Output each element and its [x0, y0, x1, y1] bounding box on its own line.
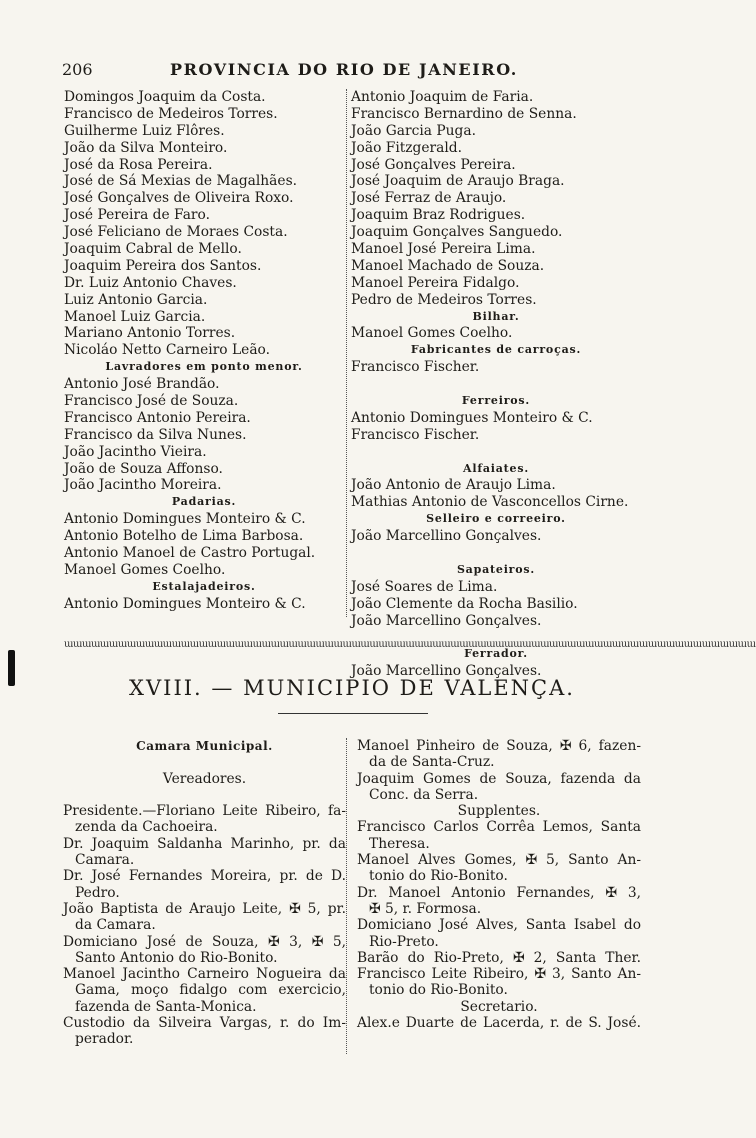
directory-entry: João de Souza Affonso. — [64, 460, 223, 477]
directory-entry: Antonio Domingues Monteiro & C. — [351, 409, 593, 426]
directory-entry: Antonio José Brandão. — [64, 376, 220, 393]
directory-entry: João Marcellino Gonçalves. — [351, 663, 542, 680]
trade-heading: Ferrador. — [464, 647, 528, 661]
running-title: PROVINCIA DO RIO DE JANEIRO. — [170, 60, 518, 79]
directory-entry: Nicoláo Netto Carneiro Leão. — [64, 342, 270, 359]
business-directory-left-column — [64, 89, 344, 613]
directory-entry: Domingos Joaquim da Costa. — [64, 89, 266, 105]
council-entry-line: Joaquim Gomes de Souza, fazenda da — [357, 770, 641, 787]
trade-heading: Lavradores em ponto menor. — [105, 360, 303, 374]
council-entry-line: Theresa. — [369, 835, 430, 852]
council-entry-line: da Camara. — [75, 917, 156, 934]
council-entry-line: Conc. da Serra. — [369, 786, 479, 803]
directory-entry: Mariano Antonio Torres. — [64, 325, 236, 342]
council-entry-line: Camara. — [75, 852, 135, 869]
page-header — [62, 60, 532, 82]
council-entry-line: tonio do Rio-Bonito. — [369, 982, 508, 999]
council-entry-line: Manoel Alves Gomes, ✠ 5, Santo An- — [357, 852, 641, 869]
directory-entry: José Feliciano de Moraes Costa. — [64, 224, 288, 241]
council-entry-line: João Baptista de Araujo Leite, ✠ 5, pr. — [63, 900, 346, 917]
directory-entry: Antonio Manoel de Castro Portugal. — [64, 545, 316, 562]
directory-entry: João Jacintho Moreira. — [64, 477, 222, 494]
directory-entry: Antonio Botelho de Lima Barbosa. — [64, 528, 304, 545]
council-entry-line: Presidente.—Floriano Leite Ribeiro, fa- — [63, 803, 346, 820]
directory-entry: Manoel José Pereira Lima. — [351, 241, 536, 258]
subsection-heading: Camara Municipal. — [136, 739, 273, 753]
directory-entry: Antonio Domingues Monteiro & C. — [64, 595, 306, 612]
directory-entry: Joaquim Cabral de Mello. — [64, 241, 242, 258]
directory-entry: Dr. Luiz Antonio Chaves. — [64, 274, 237, 291]
section-separator: ɯɯɯɯɯɯɯɯɯɯɯɯɯɯɯɯɯɯɯɯɯɯɯɯɯɯɯɯɯɯɯɯɯɯɯɯɯɯɯɯɯɯɯɯɯɯɯɯɯɯɯɯɯɯɯɯɯɯɯɯɯɯɯɯɯɯɯɯɯɯɯɯɯɯɯɯɯ — [64, 639, 756, 650]
directory-entry: Antonio Domingues Monteiro & C. — [64, 511, 306, 528]
trade-heading: Selleiro e correeiro. — [426, 512, 566, 526]
directory-entry: Francisco Fischer. — [351, 359, 480, 376]
council-right-column — [357, 738, 641, 1031]
council-entry-line: Barão do Rio-Preto, ✠ 2, Santa Ther. — [357, 949, 641, 966]
council-entry-line: Dr. Manoel Antonio Fernandes, ✠ 3, — [357, 884, 641, 901]
council-entry-line: fazenda de Santa-Monica. — [75, 998, 257, 1015]
council-entry-line: tonio do Rio-Bonito. — [369, 868, 508, 885]
directory-entry: Manoel Machado de Souza. — [351, 257, 545, 274]
trade-heading: Alfaiates. — [463, 461, 529, 475]
directory-entry: João Fitzgerald. — [351, 139, 463, 156]
directory-entry: José Joaquim de Araujo Braga. — [351, 173, 565, 190]
directory-entry: José da Rosa Pereira. — [64, 156, 213, 173]
council-entry-line: Rio-Preto. — [369, 933, 439, 950]
council-left-column — [63, 738, 346, 1048]
directory-entry: José Pereira de Faro. — [64, 207, 210, 224]
directory-entry: Francisco Antonio Pereira. — [64, 409, 251, 426]
spacer — [63, 754, 346, 770]
trade-heading: Ferreiros. — [461, 394, 531, 408]
council-entry-line: Francisco Leite Ribeiro, ✠ 3, Santo An- — [357, 966, 641, 983]
trade-heading: Fabricantes de carroças. — [410, 343, 582, 357]
council-entry-line: Domiciano José de Souza, ✠ 3, ✠ 5, — [63, 933, 346, 950]
directory-entry: Antonio Joaquim de Faria. — [351, 89, 534, 105]
spacer — [351, 376, 641, 393]
directory-entry: José Ferraz de Araujo. — [351, 190, 507, 207]
chapter-rule — [278, 713, 428, 714]
council-entry-line: Manoel Jacintho Carneiro Nogueira da — [63, 966, 346, 983]
directory-entry: Francisco José de Souza. — [64, 393, 239, 410]
directory-entry: Manoel Gomes Coelho. — [351, 325, 513, 342]
directory-entry: Guilherme Luiz Flôres. — [64, 122, 225, 139]
subsection-heading: Supplentes. — [457, 803, 541, 820]
directory-entry: José Soares de Lima. — [351, 578, 498, 595]
directory-entry: Mathias Antonio de Vasconcellos Cirne. — [351, 494, 629, 511]
council-entry-line: Manoel Pinheiro de Souza, ✠ 6, fazen- — [357, 738, 641, 754]
trade-heading: Sapateiros. — [456, 562, 536, 576]
directory-entry: João Marcellino Gonçalves. — [351, 528, 542, 545]
council-entry-line: zenda da Cachoeira. — [75, 819, 218, 836]
council-entry-line: Custodio da Silveira Vargas, r. do Im- — [63, 1015, 346, 1032]
directory-entry: João Clemente da Rocha Basilio. — [351, 595, 578, 612]
council-entry-line: Santo Antonio do Rio-Bonito. — [75, 949, 278, 966]
directory-entry: João Garcia Puga. — [351, 122, 476, 139]
directory-entry: Luiz Antonio Garcia. — [64, 291, 208, 308]
directory-entry: José Gonçalves Pereira. — [351, 156, 516, 173]
chapter-title: XVIII. — MUNICIPIO DE VALENÇA. — [129, 676, 575, 700]
column-divider-bottom — [346, 738, 347, 1054]
council-entry-line: Dr. Joaquim Saldanha Marinho, pr. da — [63, 835, 346, 852]
council-entry-line: perador. — [75, 1031, 134, 1048]
council-entry-line: Francisco Carlos Corrêa Lemos, Santa — [357, 819, 641, 836]
directory-entry: Manoel Gomes Coelho. — [64, 561, 226, 578]
spacer — [63, 787, 346, 803]
page-number: 206 — [62, 60, 93, 79]
trade-heading: Estalajadeiros. — [152, 579, 256, 593]
directory-entry: Joaquim Gonçalves Sanguedo. — [351, 224, 563, 241]
subsection-heading: Secretario. — [460, 998, 538, 1015]
council-entry-line: da de Santa-Cruz. — [369, 754, 495, 771]
directory-entry: Francisco da Silva Nunes. — [64, 426, 247, 443]
subsection-heading: Vereadores. — [162, 770, 247, 787]
council-entry-line: Dr. José Fernandes Moreira, pr. de D. — [63, 868, 346, 885]
council-entry-line: Gama, moço fidalgo com exercicio, — [75, 982, 346, 999]
trade-heading: Padarias. — [171, 495, 237, 509]
directory-entry: Manoel Luiz Garcia. — [64, 308, 206, 325]
directory-entry: Francisco de Medeiros Torres. — [64, 105, 278, 122]
directory-entry: Manoel Pereira Fidalgo. — [351, 274, 520, 291]
spacer — [351, 545, 641, 562]
trade-heading: Bilhar. — [472, 309, 520, 323]
council-entry-line: Domiciano José Alves, Santa Isabel do — [357, 917, 641, 934]
directory-entry: João da Silva Monteiro. — [64, 139, 228, 156]
directory-entry: José de Sá Mexias de Magalhães. — [64, 173, 298, 190]
council-entry-line: ✠ 5, r. Formosa. — [369, 900, 482, 917]
directory-entry: João Antonio de Araujo Lima. — [351, 477, 556, 494]
directory-entry: João Jacintho Vieira. — [64, 443, 207, 460]
directory-entry: Francisco Fischer. — [351, 426, 480, 443]
spacer — [351, 444, 641, 461]
directory-entry: Pedro de Medeiros Torres. — [351, 291, 537, 308]
directory-entry: Joaquim Pereira dos Santos. — [64, 257, 262, 274]
council-entry-line: Pedro. — [75, 884, 120, 901]
column-divider-top — [346, 89, 347, 617]
directory-entry: Joaquim Braz Rodrigues. — [351, 207, 526, 224]
directory-entry: Francisco Bernardino de Senna. — [351, 105, 577, 122]
directory-entry: João Marcellino Gonçalves. — [351, 612, 542, 629]
directory-entry: José Gonçalves de Oliveira Roxo. — [64, 190, 294, 207]
business-directory-right-column — [351, 89, 641, 680]
council-entry-line: Alex.e Duarte de Lacerda, r. de S. José. — [357, 1015, 641, 1032]
